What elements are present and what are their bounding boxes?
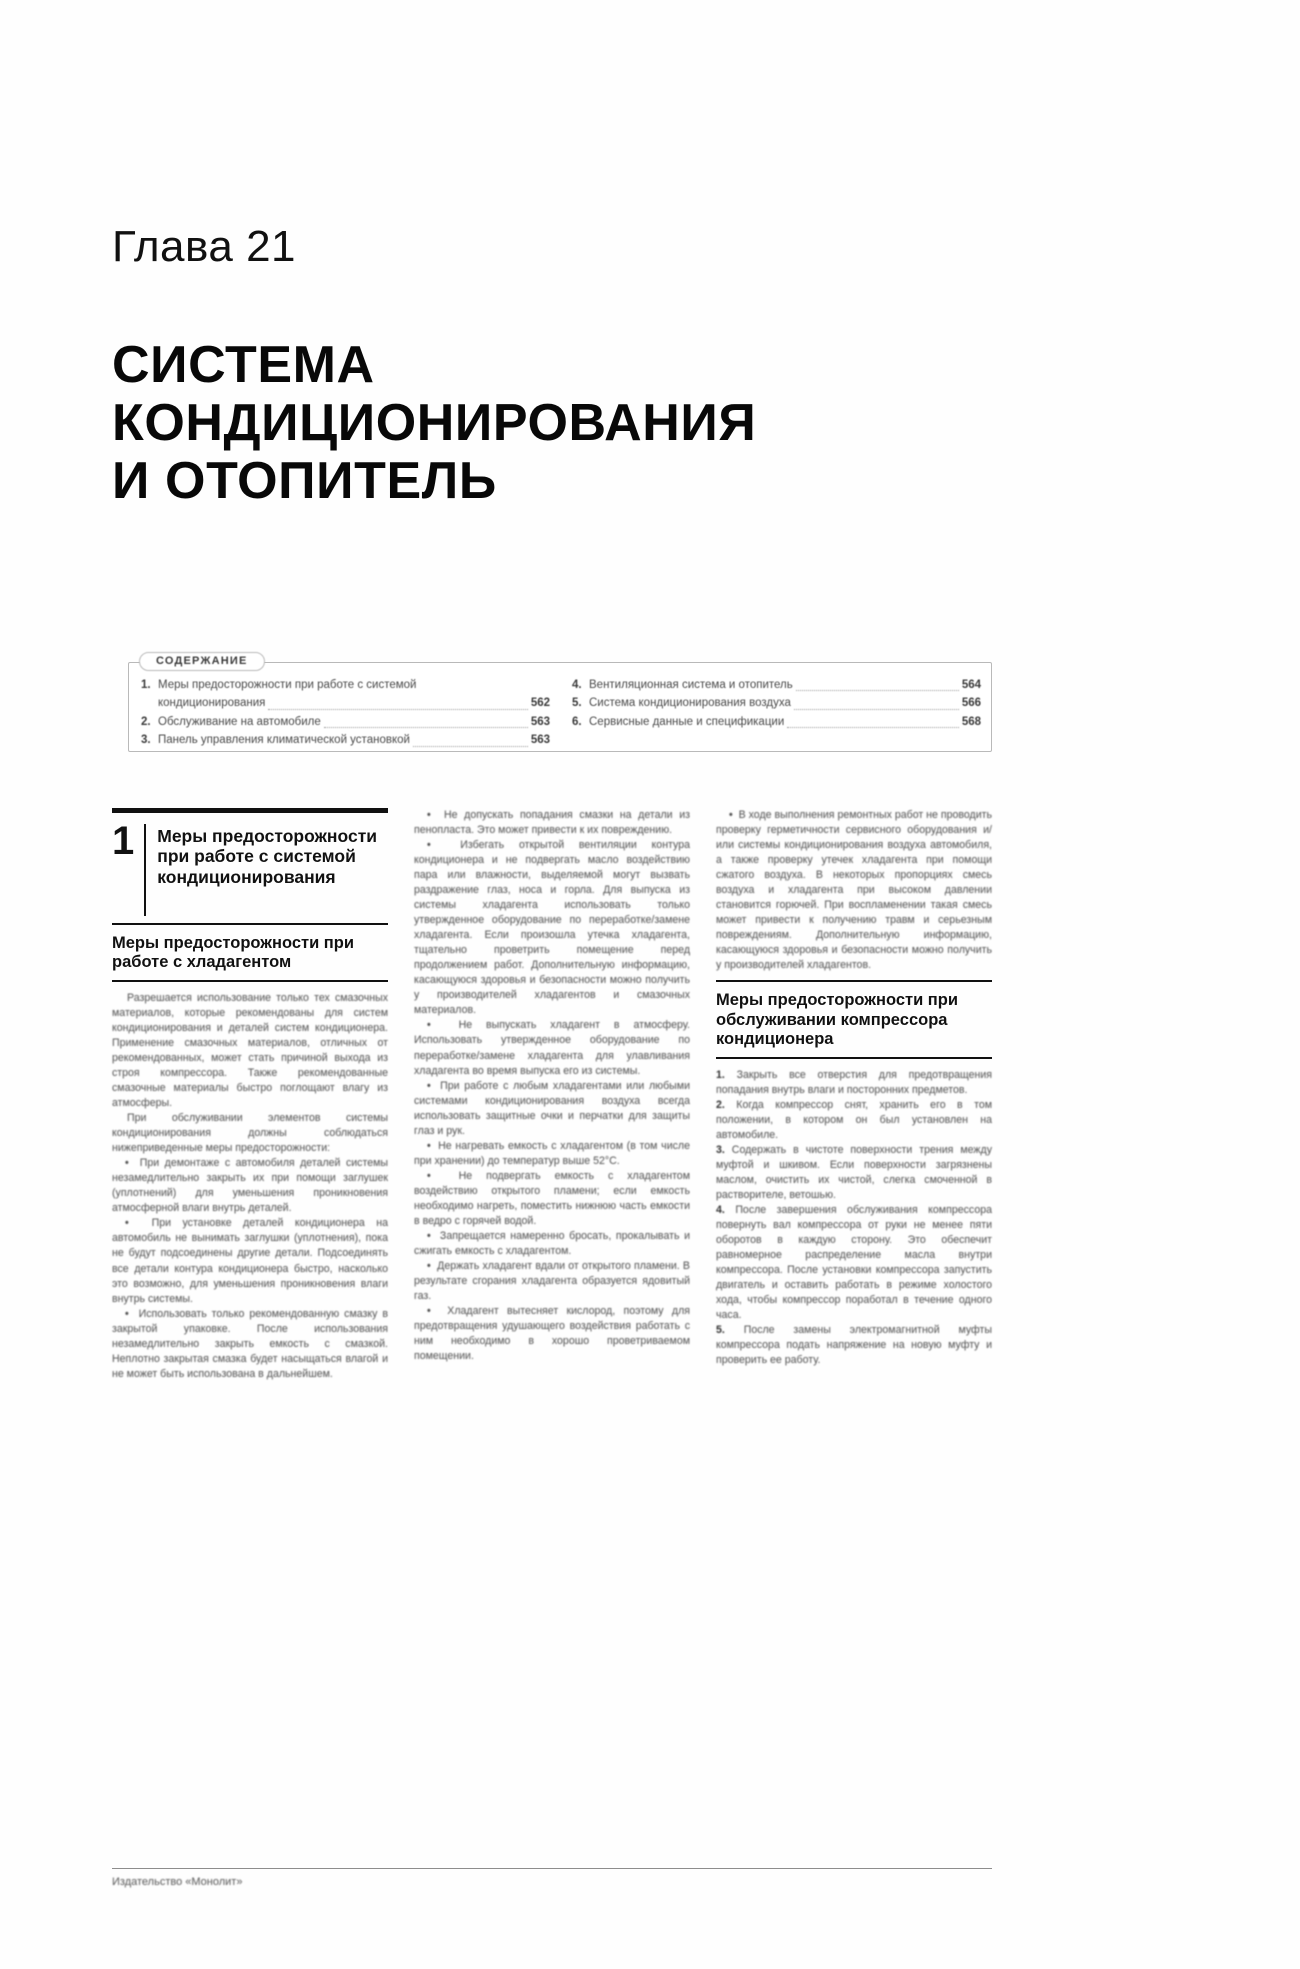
numbered-item (716, 1098, 992, 1143)
toc-leader-dots (413, 738, 528, 747)
numbered-item-number: 1. (716, 1068, 725, 1081)
bullet-item: • Не подвергать емкость с хладагентом воздействию открытого пламени; если емкость необходимо нагреть, поместить нижнюю часть емкости в ведро с горячей водой. (414, 1169, 690, 1229)
toc-entry-page: 566 (961, 697, 981, 710)
toc-entry-text: Вентиляционная система и отопитель (589, 679, 793, 691)
toc-entry-number: 5. (572, 697, 582, 710)
toc-entry-text: кондиционирования (158, 697, 266, 710)
toc-column-right (572, 677, 981, 751)
toc-entry-page: 563 (530, 715, 550, 728)
toc-entry-text: Система кондиционирования воздуха (589, 697, 791, 710)
numbered-item (716, 1203, 992, 1323)
numbered-item-text: Содержать в чистоте поверхности трения между муфтой и шкивом. Если поверхности загрязнены маслом, очистить их чистой, слегка смоченной в растворителе, ветошью. (716, 1143, 992, 1201)
bullet-item: • Не выпускать хладагент в атмосферу. Использовать утвержденное оборудование по переработке/замене хладагента для улавливания хладагента во время выпуска его из системы. (414, 1018, 690, 1078)
section-rule (112, 808, 388, 813)
body-columns (112, 808, 992, 1848)
numbered-item-number: 4. (716, 1204, 725, 1217)
toc-entry-page: 563 (530, 734, 550, 747)
bullet-item: • Держать хладагент вдали от открытого пламени. В результате сгорания хладагента образуется ядовитый газ. (414, 1259, 690, 1304)
toc-entry-text: Меры предосторожности при работе с системой (158, 679, 417, 691)
toc-entry-text: Панель управления климатической установкой (158, 734, 410, 747)
toc-tab-label: СОДЕРЖАНИЕ (139, 652, 265, 671)
toc-columns (141, 677, 981, 751)
chapter-label: Глава 21 (112, 222, 297, 271)
toc-entry[interactable] (572, 714, 981, 731)
page-title (112, 336, 912, 511)
subsection-title: Меры предосторожности при обслуживании компрессора кондиционера (716, 991, 958, 1049)
bullet-item: • Не допускать попадания смазки на детали из пенопласта. Это может привести к их повреждению. (414, 808, 690, 838)
numbered-item (716, 1323, 992, 1368)
paragraph: При обслуживании элементов системы кондиционирования должны соблюдаться нижеприведенные меры предосторожности: (112, 1112, 388, 1155)
numbered-item (716, 1143, 992, 1203)
toc-entry-continuation[interactable] (141, 695, 550, 712)
bullet-item: • Использовать только рекомендованную смазку в закрытой упаковке. После использования незамедлительно закрыть емкость с смазкой. Неплотно закрытая смазка будет насыщаться влагой и не может быть использована в дальнейшем. (112, 1307, 388, 1382)
toc-entry[interactable] (141, 732, 550, 749)
bullet-item: • Хладагент вытесняет кислород, поэтому для предотвращения удушающего воздействия работать с ним необходимо в хорошо проветриваемом помещении. (414, 1304, 690, 1364)
numbered-item-text: Когда компрессор снят, хранить его в том положении, в котором он был установлен на автомобиле. (716, 1098, 992, 1141)
toc-leader-dots (787, 719, 959, 728)
toc-entry-number: 4. (572, 679, 582, 691)
toc-entry-text: Обслуживание на автомобиле (158, 715, 321, 728)
toc-entry-number: 6. (572, 715, 582, 728)
footer-publisher: Издательство «Монолит» (112, 1876, 243, 1888)
toc-entry[interactable] (572, 677, 981, 694)
section-title: Меры предосторожности при работе с системой кондиционирования (157, 826, 378, 887)
toc-entry[interactable] (141, 677, 550, 694)
bullet-item: • Не нагревать емкость с хладагентом (в том числе при хранении) до температур выше 52°С. (414, 1139, 690, 1169)
subsection-rule-top (112, 923, 388, 925)
toc-entry-number: 2. (141, 715, 151, 728)
page-title-line-1: СИСТЕМА (112, 336, 375, 394)
toc-entry-number: 3. (141, 734, 151, 747)
toc-entry-text: Сервисные данные и спецификации (589, 715, 785, 728)
toc-entry-number: 1. (141, 679, 151, 691)
numbered-item-text: Закрыть все отверстия для предотвращения попадания внутрь влаги и посторонних предметов. (716, 1068, 992, 1096)
numbered-item-text: После завершения обслуживания компрессора повернуть вал компрессора от руки не менее пяти оборотов в каждую сторону. Это обеспечит равномерное распределение масла внутри компрессора. После установки компрессора запустить двигатель и оставить работать в режиме холостого хода, чтобы компрессор поработал в течение одного часа. (716, 1204, 992, 1322)
footer-divider (112, 1868, 992, 1869)
section-heading (112, 819, 388, 916)
subsection-rule-bottom (112, 980, 388, 982)
numbered-item (716, 1068, 992, 1098)
section-number: 1 (112, 824, 146, 916)
subsection-rule-top (716, 980, 992, 982)
body-column-1 (112, 808, 388, 1848)
numbered-item-number: 5. (716, 1324, 725, 1337)
toc-column-left (141, 677, 550, 751)
toc-leader-dots (324, 719, 528, 728)
bullet-item: • В ходе выполнения ремонтных работ не проводить проверку герметичности сервисного оборудования и/или системы кондиционирования воздуха автомобиля, а также проверку утечек хладагента при помощи сжатого воздуха. В некоторых пропорциях смесь воздуха и хладагента при высоком давлении становится горючей. При воспламенении такая смесь может привести к получению травм и серьезным повреждениям. Дополнительную информацию, касающуюся здоровья и безопасности можно получить у производителей хладагентов. (716, 808, 992, 973)
toc-leader-dots (794, 701, 959, 710)
body-column-2 (414, 808, 690, 1848)
toc-entry-page: 562 (530, 697, 550, 710)
paragraph: Разрешается использование только тех смазочных материалов, которые рекомендованы для систем кондиционирования и деталей систем кондиционера. Применение смазочных материалов, отличных от рекомендованных, может стать причиной выхода из строя компрессора. Также рекомендованные смазочные материалы быстро поглощают влагу из атмосферы. (112, 991, 388, 1110)
toc-leader-dots (796, 682, 959, 691)
toc-entry-page: 564 (961, 679, 981, 691)
table-of-contents (128, 655, 992, 752)
numbered-item-number: 2. (716, 1098, 725, 1111)
subsection-rule-bottom (716, 1057, 992, 1059)
body-column-3 (716, 808, 992, 1848)
toc-entry[interactable] (572, 695, 981, 712)
toc-leader-dots (268, 701, 527, 710)
page-title-line-3: И ОТОПИТЕЛЬ (112, 452, 497, 511)
page-title-line-2: КОНДИЦИОНИРОВАНИЯ (112, 394, 757, 453)
numbered-item-number: 3. (716, 1143, 725, 1156)
bullet-item: • При демонтаже с автомобиля деталей системы незамедлительно закрыть их при помощи заглушек (уплотнений) для уменьшения проникновения атмосферной влаги внутрь деталей. (112, 1156, 388, 1216)
bullet-item: • При работе с любым хладагентами или любыми системами кондиционирования воздуха всегда использовать защитные очки и перчатки для защиты глаз и рук. (414, 1079, 690, 1139)
bullet-item: • При установке деталей кондиционера на автомобиль не вынимать заглушки (уплотнения), пока не будут подсоединены другие детали. Подсоединять все детали контура кондиционера быстро, насколько это возможно, для уменьшения проникновения влаги внутрь системы. (112, 1216, 388, 1306)
bullet-item: • Запрещается намеренно бросать, прокалывать и сжигать емкость с хладагентом. (414, 1229, 690, 1259)
numbered-item-text: После замены электромагнитной муфты компрессора подать напряжение на новую муфту и проверить ее работу. (716, 1324, 992, 1367)
toc-entry[interactable] (141, 714, 550, 731)
toc-entry-page: 568 (961, 715, 981, 728)
subsection-title: Меры предосторожности при работе с хладагентом (112, 934, 354, 972)
bullet-item: • Избегать открытой вентиляции контура кондиционера и не подвергать масло воздействию пара или влажности, выделяемой могут вызвать раздражение глаз, носа и горла. Для выпуска из системы хладагента использовать только утвержденное оборудование по переработке/замене хладагента. Если произошла утечка хладагента, тщательно проветрить помещение перед продолжением работ. Дополнительную информацию, касающуюся здоровья и безопасности можно получить у производителей хладагентов и смазочных материалов. (414, 838, 690, 1018)
